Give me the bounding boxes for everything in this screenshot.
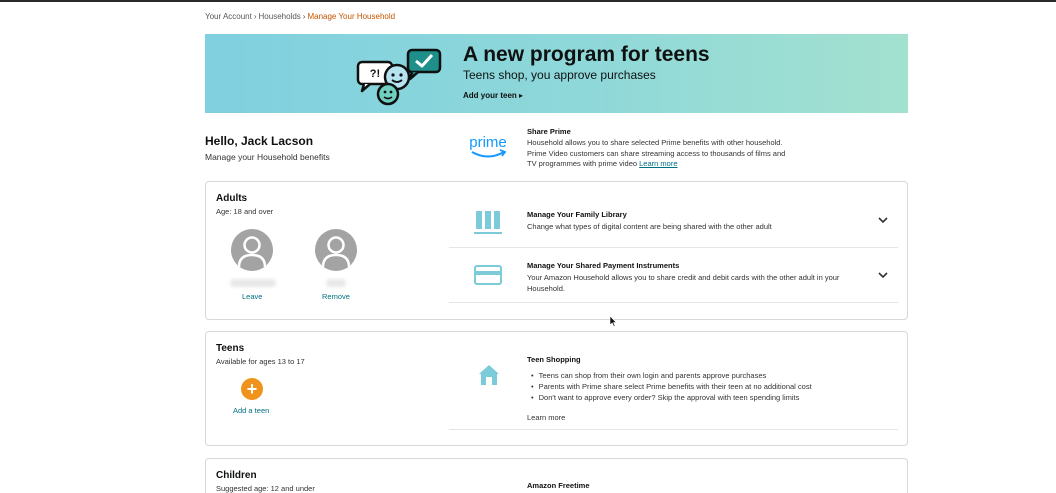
- teens-title: Teens: [216, 343, 245, 354]
- amazon-freetime-title: Amazon Freetime: [527, 481, 590, 490]
- share-prime-description: [527, 138, 787, 170]
- mouse-cursor-icon: [609, 315, 617, 327]
- list-item: • Parents with Prime share select Prime benefits with their teen at no additional cost: [527, 381, 812, 392]
- shared-payment-text: Your Amazon Household allows you to share credit and debit cards with the other adult in your Household.: [527, 273, 840, 293]
- add-your-teen-label: Add your teen: [463, 91, 517, 100]
- family-library-text: Change what types of digital content are being shared with the other adult: [527, 222, 772, 231]
- teen-shopping-title: Teen Shopping: [527, 355, 581, 364]
- chevron-down-icon[interactable]: [877, 214, 889, 226]
- teens-subtitle: Available for ages 13 to 17: [216, 357, 305, 366]
- credit-card-icon: [474, 265, 502, 285]
- teen-shopping-bullets: [527, 370, 812, 403]
- prime-logo-icon: [466, 131, 510, 161]
- row-divider: [449, 429, 898, 430]
- banner-subtitle: Teens shop, you approve purchases: [463, 68, 656, 82]
- greeting-title: Hello, Jack Lacson: [205, 134, 314, 148]
- avatar: [231, 229, 273, 271]
- row-divider: [449, 302, 898, 303]
- breadcrumb-your-account[interactable]: Your Account: [205, 12, 252, 21]
- avatar: [315, 229, 357, 271]
- member-name-redacted: [230, 279, 276, 287]
- user-silhouette-icon: [315, 229, 357, 271]
- share-prime-learn-more-link[interactable]: Learn more: [639, 159, 678, 168]
- breadcrumb-separator: ›: [253, 12, 257, 21]
- share-prime-text: Household allows you to share selected Prime benefits with other household. Prime Video customers can share streaming access to thousands of films and TV programmes with prime video: [527, 138, 786, 168]
- children-title: Children: [216, 470, 257, 481]
- share-prime-title: Share Prime: [527, 127, 571, 136]
- chevron-down-icon[interactable]: [877, 269, 889, 281]
- breadcrumb-separator: ›: [302, 12, 306, 21]
- adults-card: [205, 181, 908, 320]
- children-card: [205, 458, 908, 493]
- family-library-title[interactable]: Manage Your Family Library: [527, 210, 627, 219]
- add-your-teen-link[interactable]: [463, 91, 523, 100]
- adults-subtitle: Age: 18 and over: [216, 207, 274, 216]
- breadcrumb: [205, 12, 395, 21]
- greeting-subtitle: Manage your Household benefits: [205, 152, 330, 162]
- shared-payment-title[interactable]: Manage Your Shared Payment Instruments: [527, 261, 680, 270]
- row-divider: [449, 247, 898, 248]
- teen-program-banner[interactable]: [205, 34, 908, 113]
- member-name-redacted: [326, 279, 346, 287]
- library-icon: [474, 209, 504, 235]
- children-subtitle: Suggested age: 12 and under: [216, 484, 315, 493]
- remove-link[interactable]: Remove: [322, 292, 350, 301]
- top-border: [0, 0, 1056, 2]
- house-icon: [478, 364, 500, 386]
- chat-bubbles-illustration-icon: [350, 44, 450, 108]
- banner-bubble-text: ?!: [369, 68, 381, 80]
- prime-logo-text: prime: [469, 134, 507, 151]
- adults-title: Adults: [216, 193, 248, 204]
- banner-title: A new program for teens: [463, 43, 710, 66]
- teen-shopping-learn-more-link[interactable]: Learn more: [527, 413, 566, 422]
- leave-link[interactable]: Leave: [242, 292, 263, 301]
- add-teen-link[interactable]: Add a teen: [233, 406, 270, 415]
- list-item: • Don't want to approve every order? Skip the approval with teen spending limits: [527, 392, 812, 403]
- teens-card: [205, 331, 908, 446]
- user-silhouette-icon: [231, 229, 273, 271]
- list-item: • Teens can shop from their own login and parents approve purchases: [527, 370, 812, 381]
- breadcrumb-households[interactable]: Households: [258, 12, 301, 21]
- breadcrumb-current: Manage Your Household: [307, 12, 396, 21]
- caret-right-icon: ▸: [519, 91, 524, 100]
- add-teen-button[interactable]: +: [241, 378, 263, 400]
